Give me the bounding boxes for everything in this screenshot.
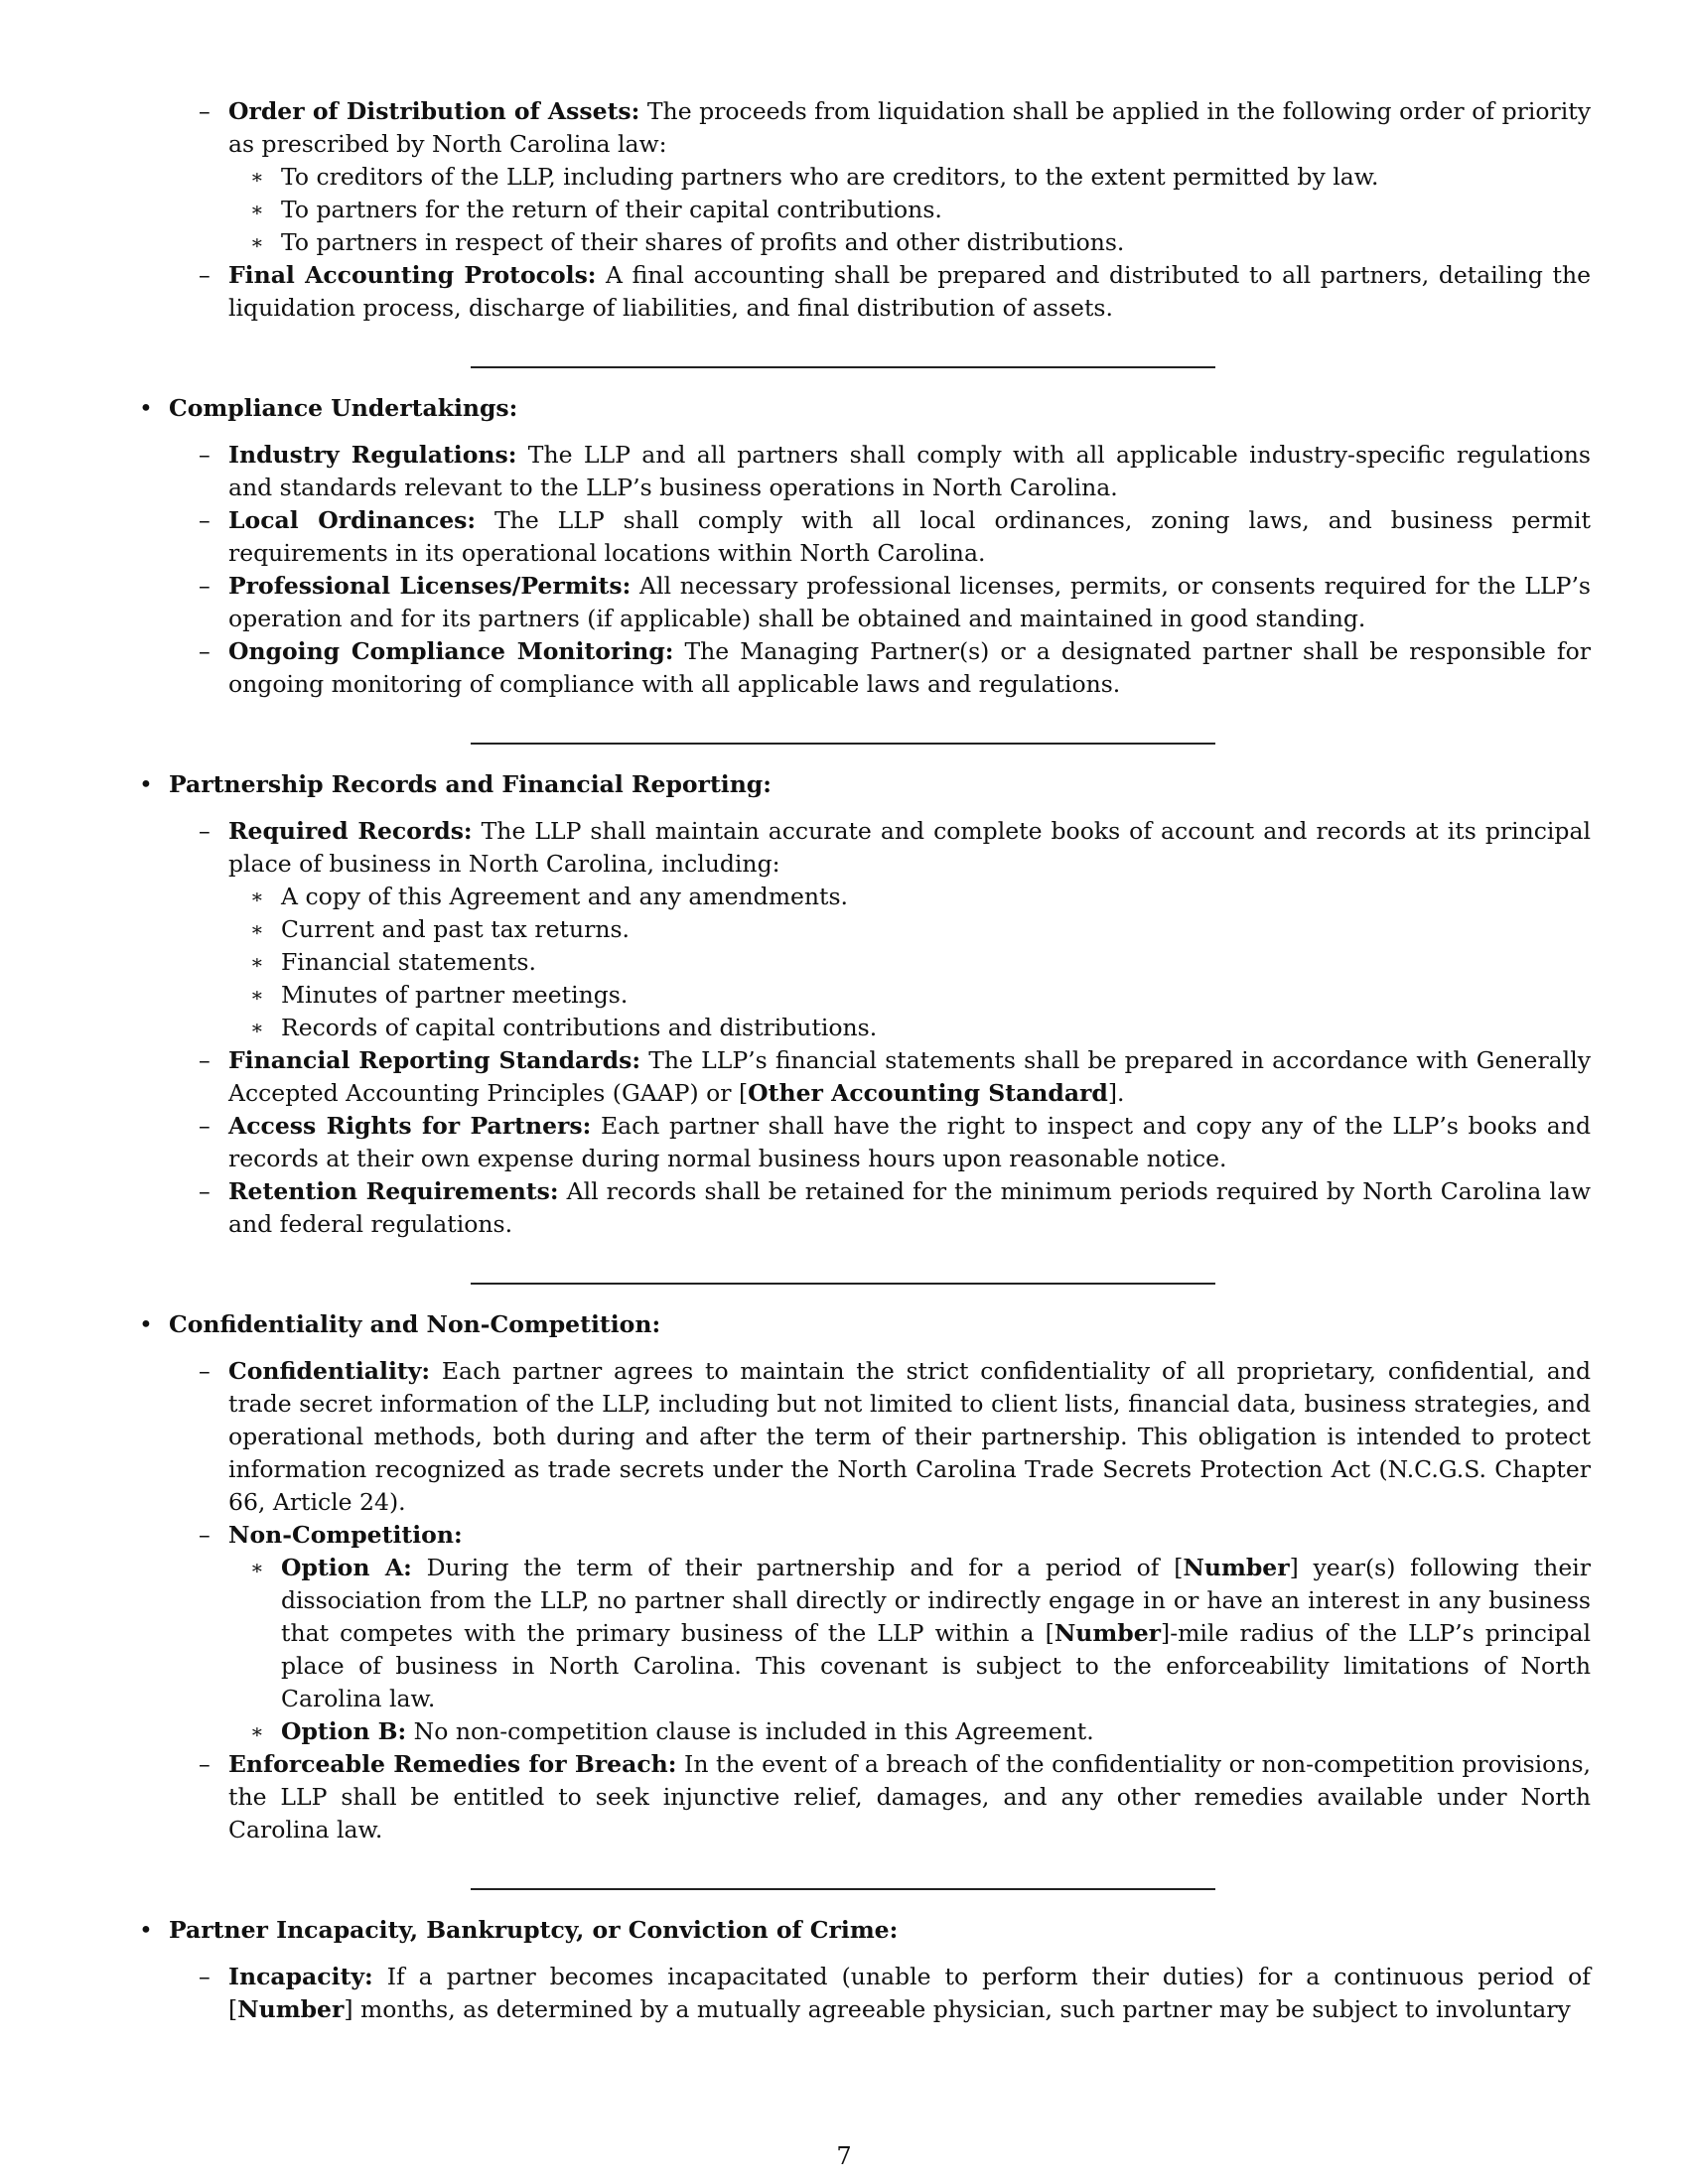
star-marker: ∗ [250,165,264,189]
dash-marker: – [199,1112,211,1140]
retention-text: All records shall be retained for the minimum periods required by North Carolina law and federal regulations. [228,1177,1591,1238]
dash-marker: – [199,97,211,125]
remedies-text: In the event of a breach of the confidentiality or non-competition provisions, the LLP shall be entitled to seek injunctive relief, damages, and any other remedies available under North Carolina law. [228,1750,1591,1843]
required-records-item [131,815,1591,881]
list-item [131,1012,1591,1044]
incapacity-title: Incapacity: [228,1963,373,1990]
remedies-title: Enforceable Remedies for Breach: [228,1750,677,1778]
star-marker: ∗ [250,950,264,974]
dash-marker: – [199,1177,211,1205]
compliance-item-text: The LLP shall comply with all local ordinances, zoning laws, and business permit requirements in its operational locations within North Carolina. [228,506,1591,567]
financial-reporting-item [131,1044,1591,1110]
bullet-marker: • [139,1916,153,1944]
dash-marker: – [199,506,211,534]
bullet-marker: • [139,394,153,422]
list-item-text: Current and past tax returns. [281,915,631,943]
option-b-text: No non-competition clause is included in this Agreement. [406,1717,1094,1745]
placeholder-other-accounting-standard: Other Accounting Standard [748,1079,1108,1107]
compliance-item-title: Local Ordinances: [228,506,477,534]
star-marker: ∗ [250,1556,264,1579]
option-a-item [131,1552,1591,1715]
section-heading-records [131,768,1591,801]
retention-item [131,1175,1591,1241]
incapacity-item [131,1961,1591,2026]
order-of-distribution-item [131,95,1591,161]
section-heading-text: Partnership Records and Financial Reporting: [169,770,772,798]
compliance-item-title: Professional Licenses/Permits: [228,572,632,600]
dash-marker: – [199,1046,211,1074]
dash-marker: – [199,1357,211,1385]
star-marker: ∗ [250,1016,264,1039]
compliance-item [131,570,1591,635]
access-rights-item [131,1110,1591,1175]
option-a-text: During the term of their partnership and for a period of [ [411,1554,1184,1581]
section-heading-incapacity [131,1914,1591,1947]
section-divider [471,366,1215,368]
placeholder-number: Number [1054,1619,1162,1647]
list-item [131,913,1591,946]
compliance-item-text: The Managing Partner(s) or a designated partner shall be responsible for ongoing monitoring of compliance with all applicable laws and regulations. [228,637,1591,698]
compliance-item-text: The LLP and all partners shall comply with all applicable industry-specific regulations and standards relevant to the LLP’s business operations in North Carolina. [228,441,1591,501]
list-item-text: A copy of this Agreement and any amendments. [281,883,849,910]
placeholder-number: Number [1183,1554,1290,1581]
final-accounting-title: Final Accounting Protocols: [228,261,597,289]
star-marker: ∗ [250,885,264,908]
confidentiality-title: Confidentiality: [228,1357,431,1385]
star-marker: ∗ [250,917,264,941]
list-item [131,194,1591,226]
dash-marker: – [199,637,211,665]
section-divider [471,1283,1215,1285]
bullet-marker: • [139,770,153,798]
remedies-item [131,1748,1591,1846]
financial-reporting-title: Financial Reporting Standards: [228,1046,640,1074]
option-a-text: ] year(s) following their dissociation from the LLP, no partner shall directly or indirectly engage in or have an interest in any business that competes with the primary business of the LLP within a [ [281,1554,1591,1647]
list-item-text: Minutes of partner meetings. [281,981,629,1009]
order-of-distribution-title: Order of Distribution of Assets: [228,97,640,125]
required-records-text: The LLP shall maintain accurate and complete books of account and records at its principal place of business in North Carolina, including: [228,817,1591,878]
section-heading-text: Partner Incapacity, Bankruptcy, or Conviction of Crime: [169,1916,899,1944]
star-marker: ∗ [250,230,264,254]
list-item-text: Financial statements. [281,948,536,976]
compliance-item [131,635,1591,701]
list-item [131,161,1591,194]
final-accounting-item [131,259,1591,325]
non-competition-title: Non-Competition: [228,1521,463,1549]
required-records-title: Required Records: [228,817,473,845]
list-item [131,881,1591,913]
section-divider [471,1888,1215,1890]
incapacity-text: If a partner becomes incapacitated (unable to perform their duties) for a continuous period of [ [228,1963,1591,2023]
star-marker: ∗ [250,983,264,1007]
confidentiality-text: Each partner agrees to maintain the strict confidentiality of all proprietary, confidential, and trade secret information of the LLP, including but not limited to client lists, financial data, business strategies, and operational methods, both during and after the term of their partnership. This obligation is intended to protect information recognized as trade secrets under the North Carolina Trade Secrets Protection Act (N.C.G.S. Chapter 66, Article 24). [228,1357,1591,1516]
section-heading-text: Confidentiality and Non-Competition: [169,1310,661,1338]
list-item-text: To creditors of the LLP, including partners who are creditors, to the extent permitted by law. [281,163,1379,191]
access-rights-text: Each partner shall have the right to inspect and copy any of the LLP’s books and records at their own expense during normal business hours upon reasonable notice. [228,1112,1591,1172]
list-item [131,979,1591,1012]
star-marker: ∗ [250,198,264,221]
dash-marker: – [199,817,211,845]
section-heading-compliance [131,392,1591,425]
dash-marker: – [199,1521,211,1549]
final-accounting-text: A final accounting shall be prepared and distributed to all partners, detailing the liquidation process, discharge of liabilities, and final distribution of assets. [228,261,1592,322]
list-item [131,946,1591,979]
retention-title: Retention Requirements: [228,1177,559,1205]
star-marker: ∗ [250,1719,264,1743]
dash-marker: – [199,1750,211,1778]
incapacity-text: ] months, as determined by a mutually agreeable physician, such partner may be subject to involuntary [344,1995,1571,2023]
option-b-title: Option B: [281,1717,407,1745]
section-heading-text: Compliance Undertakings: [169,394,518,422]
placeholder-number: Number [237,1995,345,2023]
option-b-item [131,1715,1591,1748]
list-item [131,226,1591,259]
financial-reporting-text-end: ]. [1107,1079,1125,1107]
list-item-text: To partners in respect of their shares of profits and other distributions. [281,228,1125,256]
access-rights-title: Access Rights for Partners: [228,1112,592,1140]
order-of-distribution-text: The proceeds from liquidation shall be applied in the following order of priority as prescribed by North Carolina law: [228,97,1591,158]
bullet-marker: • [139,1310,153,1338]
page-content [131,95,1591,2026]
non-competition-item [131,1519,1591,1552]
compliance-item [131,504,1591,570]
compliance-item-title: Industry Regulations: [228,441,517,469]
option-a-title: Option A: [281,1554,412,1581]
section-heading-confidentiality [131,1308,1591,1341]
dash-marker: – [199,441,211,469]
list-item-text: Records of capital contributions and distributions. [281,1014,878,1041]
section-divider [471,743,1215,745]
confidentiality-item [131,1355,1591,1519]
compliance-item [131,439,1591,504]
option-a-text: ]-mile radius of the LLP’s principal place of business in North Carolina. This covenant is subject to the enforceability limitations of North Carolina law. [281,1619,1591,1712]
page-number: 7 [836,2142,852,2170]
dash-marker: – [199,261,211,289]
list-item-text: To partners for the return of their capital contributions. [281,196,942,223]
dash-marker: – [199,1963,211,1990]
dash-marker: – [199,572,211,600]
financial-reporting-text: The LLP’s financial statements shall be prepared in accordance with Generally Accepted Accounting Principles (GAAP) or [ [228,1046,1591,1107]
compliance-item-title: Ongoing Compliance Monitoring: [228,637,674,665]
compliance-item-text: All necessary professional licenses, permits, or consents required for the LLP’s operation and for its partners (if applicable) shall be obtained and maintained in good standing. [228,572,1591,632]
